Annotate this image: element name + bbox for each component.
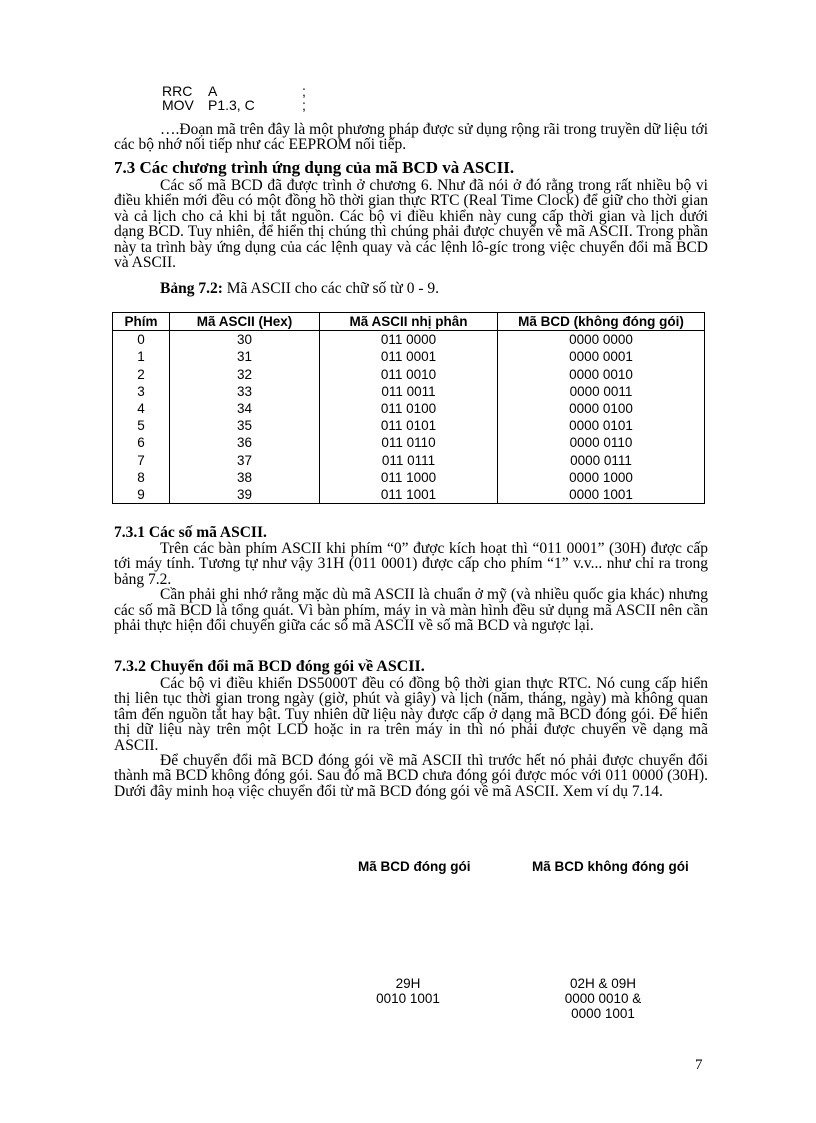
table-cell: 0000 0110 (498, 434, 705, 451)
table-cell: 3 (113, 383, 170, 400)
table-cell: 0000 0001 (498, 348, 705, 365)
table-cell: 0000 0101 (498, 417, 705, 434)
code-arg: A (208, 83, 218, 99)
code-op: MOV (162, 97, 194, 113)
intro-paragraph: ….Đoạn mã trên đây là một phương pháp được sử dụng rộng rãi trong truyền dữ liệu tới các bộ nhớ nối tiếp như các EEPROM nối tiếp. (114, 121, 708, 154)
table-cell: 1 (113, 348, 170, 365)
col-header-ascii-binary: Mã ASCII nhị phân (320, 313, 498, 331)
table-cell: 32 (170, 366, 320, 383)
table-cell: 0000 1001 (498, 486, 705, 504)
table-row (113, 452, 705, 469)
table-row (113, 417, 705, 434)
col-header-key: Phím (113, 313, 170, 331)
table-cell: 36 (170, 434, 320, 451)
table-cell: 011 0000 (320, 331, 498, 349)
code-line-2 (162, 98, 306, 112)
table-row (113, 331, 705, 349)
section-heading-7-3-2: 7.3.2 Chuyển đổi mã BCD đóng gói về ASCII. (114, 658, 425, 675)
section-7-3-paragraph: Các số mã BCD đã được trình ở chương 6. Như đã nói ở đó rằng trong rất nhiều bộ vi điều khiển mới đều có một đồng hồ thời gian thực RTC (Real Time Clock) để giữ cho thời gian và cả lịch cho cả khi bị tắt nguồn. Các bộ vi điều khiển này cung cấp thời gian và lịch dưới dạng BCD. Tuy nhiên, để hiển thị chúng thì chúng phải được chuyển về mã ASCII. Trong phần này ta trình bày ứng dụng của các lệnh quay và các lệnh lô-gíc trong việc chuyển đổi mã BCD và ASCII. (114, 177, 708, 272)
section-7-3-1-paragraph-2: Cần phải ghi nhớ rằng mặc dù mã ASCII là chuẩn ở mỹ (và nhiều quốc gia khác) nhưng các số mã BCD là tổng quát. Vì bàn phím, máy in và màn hình đều sử dụng mã ASCII nên cần phải thực hiện đổi chuyển giữa các số mã ASCII về số mã BCD và ngược lại. (114, 586, 708, 635)
figure-left-heading: Mã BCD đóng gói (358, 859, 471, 874)
table-cell: 30 (170, 331, 320, 349)
table-caption (160, 280, 439, 298)
figure-right-values (553, 976, 653, 1021)
figure-right-value-hex: 02H & 09H (569, 976, 637, 991)
table-cell: 0 (113, 331, 170, 349)
table-cell: 31 (170, 348, 320, 365)
code-op: RRC (162, 83, 193, 99)
section-7-3-2-paragraph-2: Để chuyển đổi mã BCD đóng gói về mã ASCII thì trước hết nó phải được chuyển đổi thành mã BCD không đóng gói. Sau đó mã BCD chưa đóng gói được móc với 011 0000 (30H). Dưới đây minh hoạ việc chuyển đổi từ mã BCD đóng gói về mã ASCII. Xem ví dụ 7.14. (114, 752, 708, 800)
table-cell: 38 (170, 469, 320, 486)
table-cell: 011 0111 (320, 452, 498, 469)
ascii-table (112, 312, 705, 504)
table-cell: 011 0001 (320, 348, 498, 365)
code-line-1 (162, 84, 306, 98)
section-7-3-2-body (114, 676, 708, 799)
table-cell: 0000 0100 (498, 400, 705, 417)
table-cell: 011 0110 (320, 434, 498, 451)
table-cell: 8 (113, 469, 170, 486)
figure-left-value-binary: 0010 1001 (376, 991, 440, 1006)
figure-left-values (368, 976, 448, 1006)
table-cell: 0000 0011 (498, 383, 705, 400)
col-header-bcd-unpacked: Mã BCD (không đóng gói) (498, 313, 705, 331)
figure-left-value-hex: 29H (395, 976, 421, 991)
section-7-3-1-body (114, 541, 708, 633)
table-cell: 39 (170, 486, 320, 504)
col-header-ascii-hex: Mã ASCII (Hex) (170, 313, 320, 331)
table-cell: 0000 0010 (498, 366, 705, 383)
code-arg: P1.3, C (208, 97, 255, 113)
table-caption-text: Mã ASCII cho các chữ số từ 0 - 9. (222, 280, 439, 297)
page-number: 7 (695, 1057, 703, 1073)
table-cell: 5 (113, 417, 170, 434)
table-cell: 37 (170, 452, 320, 469)
table-cell: 011 0010 (320, 366, 498, 383)
table-row (113, 366, 705, 383)
table-cell: 9 (113, 486, 170, 504)
table-cell: 011 0101 (320, 417, 498, 434)
table-cell: 0000 1000 (498, 469, 705, 486)
figure-right-value-binary-2: 0000 1001 (571, 1006, 635, 1021)
section-7-3-1-paragraph-1: Trên các bàn phím ASCII khi phím “0” được kích hoạt thì “011 0001” (30H) được cấp tới máy tính. Tương tự như vậy 31H (011 0001) được cấp cho phím “1” v.v... như chỉ ra trong bảng 7.2. (114, 540, 708, 588)
table-cell: 34 (170, 400, 320, 417)
table-cell: 011 0011 (320, 383, 498, 400)
table-row (113, 383, 705, 400)
code-comment-sep: ; (302, 83, 306, 99)
table-caption-prefix: Bảng 7.2: (160, 280, 223, 297)
table-cell: 0000 0111 (498, 452, 705, 469)
section-heading-7-3: 7.3 Các chương trình ứng dụng của mã BCD và ASCII. (114, 158, 515, 177)
table-cell: 0000 0000 (498, 331, 705, 349)
section-heading-7-3-1: 7.3.1 Các số mã ASCII. (114, 524, 267, 541)
table-cell: 2 (113, 366, 170, 383)
table-row (113, 469, 705, 486)
section-7-3-2-paragraph-1: Các bộ vi điều khiển DS5000T đều có đồng bộ thời gian thực RTC. Nó cung cấp hiển thị liên tục thời gian trong ngày (giờ, phút và giây) và lịch (năm, tháng, ngày) mà không quan tâm đến nguồn tắt hay bật. Tuy nhiên dữ liệu này được cấp ở dạng mã BCD đóng gói. Để hiển thị dữ liệu này trên một LCD hoặc in ra trên máy in thì nó phải được chuyển về dạng mã ASCII. (114, 675, 708, 754)
code-comment-sep: ; (302, 97, 306, 113)
table-row (113, 348, 705, 365)
table-cell: 011 1001 (320, 486, 498, 504)
table-row (113, 400, 705, 417)
table-row (113, 486, 705, 504)
table-cell: 7 (113, 452, 170, 469)
table-row (113, 434, 705, 451)
figure-right-heading: Mã BCD không đóng gói (532, 859, 689, 874)
table-header-row (113, 313, 705, 331)
table-cell: 011 0100 (320, 400, 498, 417)
figure-right-value-binary-1: 0000 0010 & (564, 991, 642, 1006)
table-cell: 33 (170, 383, 320, 400)
table-cell: 011 1000 (320, 469, 498, 486)
table-cell: 4 (113, 400, 170, 417)
table-cell: 35 (170, 417, 320, 434)
table-cell: 6 (113, 434, 170, 451)
